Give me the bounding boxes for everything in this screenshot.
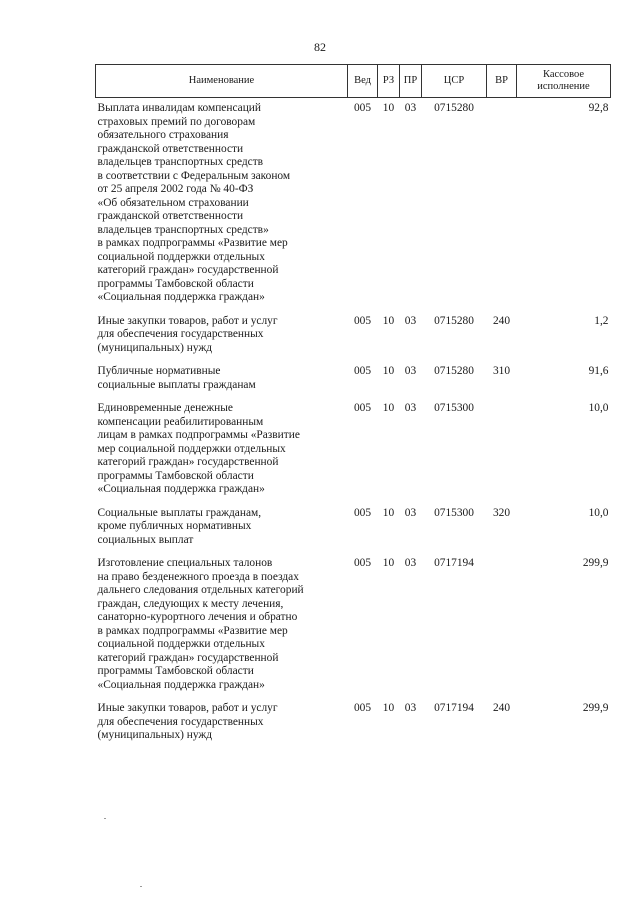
row-rz: 10	[382, 314, 395, 327]
row-name-line: программы Тамбовской области	[97, 469, 254, 482]
row-pr: 03	[404, 365, 417, 377]
scan-speck	[104, 818, 106, 819]
row-rz: 10	[382, 506, 395, 519]
row-name-line: для обеспечения государственных	[97, 328, 264, 340]
row-csr: 0715280	[434, 102, 474, 114]
row-name	[96, 98, 348, 311]
row-name-line: программы Тамбовской области	[97, 665, 254, 677]
row-name-line: социальной поддержки отдельных	[97, 638, 265, 650]
row-ved: 005	[353, 365, 372, 377]
row-name-line: от 25 апреля 2002 года № 40-ФЗ	[97, 183, 254, 195]
header-kassa-line2: исполнение	[537, 81, 590, 92]
row-name-line: социальных выплат	[97, 533, 194, 546]
row-amount: 92,8	[588, 102, 609, 114]
row-name-line: социальные выплаты гражданам	[97, 378, 256, 391]
table-row	[96, 503, 611, 554]
row-name-line: категорий граждан» государственной	[97, 264, 279, 276]
row-name-line: категорий граждан» государственной	[97, 651, 279, 664]
row-name	[96, 503, 348, 554]
row-amount: 10,0	[588, 506, 609, 519]
row-rz: 10	[382, 557, 395, 569]
row-name-line: гражданской ответственности	[97, 142, 244, 155]
row-pr: 03	[404, 702, 417, 714]
row-name-line: (муниципальных) нужд	[97, 341, 213, 354]
row-csr: 0715300	[434, 402, 474, 414]
row-name-line: Иные закупки товаров, работ и услуг	[97, 702, 278, 714]
row-name-line: санаторно-курортного лечения и обратно	[97, 611, 298, 623]
row-amount: 91,6	[588, 365, 609, 377]
row-name-line: дальнего следования отдельных категорий	[97, 584, 304, 596]
row-name-line: «Об обязательном страховании	[97, 196, 249, 209]
table-row	[96, 553, 611, 698]
row-pr: 03	[404, 557, 417, 569]
row-name-line: лицам в рамках подпрограммы «Развитие	[97, 429, 300, 441]
table-header	[96, 65, 611, 98]
row-amount: 10,0	[588, 402, 609, 414]
row-name-line: для обеспечения государственных	[97, 715, 264, 728]
row-name-line: Социальные выплаты гражданам,	[97, 506, 262, 519]
row-name-line: программы Тамбовской области	[97, 277, 254, 290]
table-row	[96, 361, 611, 398]
row-ved: 005	[353, 557, 372, 569]
row-pr: 03	[404, 506, 417, 519]
row-pr: 03	[404, 314, 417, 327]
row-vr: 320	[492, 506, 511, 519]
row-name-line: мер социальной поддержки отдельных	[97, 442, 286, 455]
header-csr: ЦСР	[422, 65, 487, 98]
table-row	[96, 98, 611, 311]
header-vr: ВР	[487, 65, 517, 98]
row-name	[96, 361, 348, 398]
table-row	[96, 698, 611, 749]
row-vr	[487, 398, 517, 503]
row-vr: 240	[492, 314, 511, 327]
row-ved: 005	[353, 402, 372, 414]
row-name-line: «Социальная поддержка граждан»	[97, 678, 265, 691]
row-ved: 005	[353, 314, 372, 327]
scan-speck	[140, 886, 142, 887]
table-body	[96, 98, 611, 749]
row-name	[96, 398, 348, 503]
row-rz: 10	[382, 402, 395, 414]
header-kassa-line1: Кассовое	[542, 69, 585, 80]
header-kassa	[517, 65, 611, 98]
budget-table	[95, 64, 611, 749]
table-row	[96, 398, 611, 503]
header-row	[96, 65, 611, 98]
row-ved: 005	[353, 506, 372, 519]
row-vr: 240	[492, 702, 511, 714]
header-ved: Вед	[348, 65, 378, 98]
row-name-line: Выплата инвалидам компенсаций	[97, 102, 262, 114]
row-name-line: Единовременные денежные	[97, 402, 233, 414]
row-name-line: гражданской ответственности	[97, 210, 244, 222]
row-name-line: в рамках подпрограммы «Развитие мер	[97, 237, 288, 249]
page-number: 82	[314, 40, 326, 54]
row-name-line: в рамках подпрограммы «Развитие мер	[97, 624, 288, 637]
row-vr	[487, 553, 517, 698]
row-name-line: Публичные нормативные	[97, 365, 221, 377]
row-name-line: на право безденежного проезда в поездах	[97, 570, 299, 583]
row-ved: 005	[353, 702, 372, 714]
row-csr: 0717194	[434, 557, 474, 569]
row-name-line: кроме публичных нормативных	[97, 520, 252, 532]
row-name-line: страховых премий по договорам	[97, 115, 256, 128]
row-csr: 0715300	[434, 506, 474, 519]
row-name-line: Иные закупки товаров, работ и услуг	[97, 314, 278, 327]
row-ved: 005	[353, 102, 372, 114]
row-name-line: (муниципальных) нужд	[97, 729, 213, 741]
row-rz: 10	[382, 102, 395, 114]
row-name-line: компенсации реабилитированным	[97, 415, 264, 428]
row-name-line: «Социальная поддержка граждан»	[97, 483, 265, 495]
row-name-line: Изготовление специальных талонов	[97, 557, 273, 569]
row-name-line: в соответствии с Федеральным законом	[97, 169, 291, 182]
row-csr: 0717194	[434, 702, 474, 714]
row-amount: 299,9	[582, 702, 609, 714]
row-name	[96, 311, 348, 362]
header-rz: РЗ	[378, 65, 400, 98]
row-amount: 1,2	[594, 314, 609, 327]
row-rz: 10	[382, 365, 395, 377]
row-name	[96, 698, 348, 749]
row-name-line: владельцев транспортных средств»	[97, 223, 269, 236]
row-csr: 0715280	[434, 365, 474, 377]
row-amount: 299,9	[582, 557, 609, 569]
row-csr: 0715280	[434, 314, 474, 327]
row-name-line: обязательного страхования	[97, 129, 229, 141]
row-name-line: «Социальная поддержка граждан»	[97, 291, 265, 303]
row-vr	[487, 98, 517, 311]
row-rz: 10	[382, 702, 395, 714]
header-pr: ПР	[400, 65, 422, 98]
header-name: Наименование	[96, 65, 348, 98]
row-name-line: категорий граждан» государственной	[97, 456, 279, 468]
row-name-line: владельцев транспортных средств	[97, 156, 264, 168]
table-row	[96, 311, 611, 362]
row-name-line: граждан, следующих к месту лечения,	[97, 597, 284, 610]
row-pr: 03	[404, 402, 417, 414]
row-name	[96, 553, 348, 698]
row-pr: 03	[404, 102, 417, 114]
row-vr: 310	[492, 365, 511, 377]
row-name-line: социальной поддержки отдельных	[97, 250, 265, 263]
